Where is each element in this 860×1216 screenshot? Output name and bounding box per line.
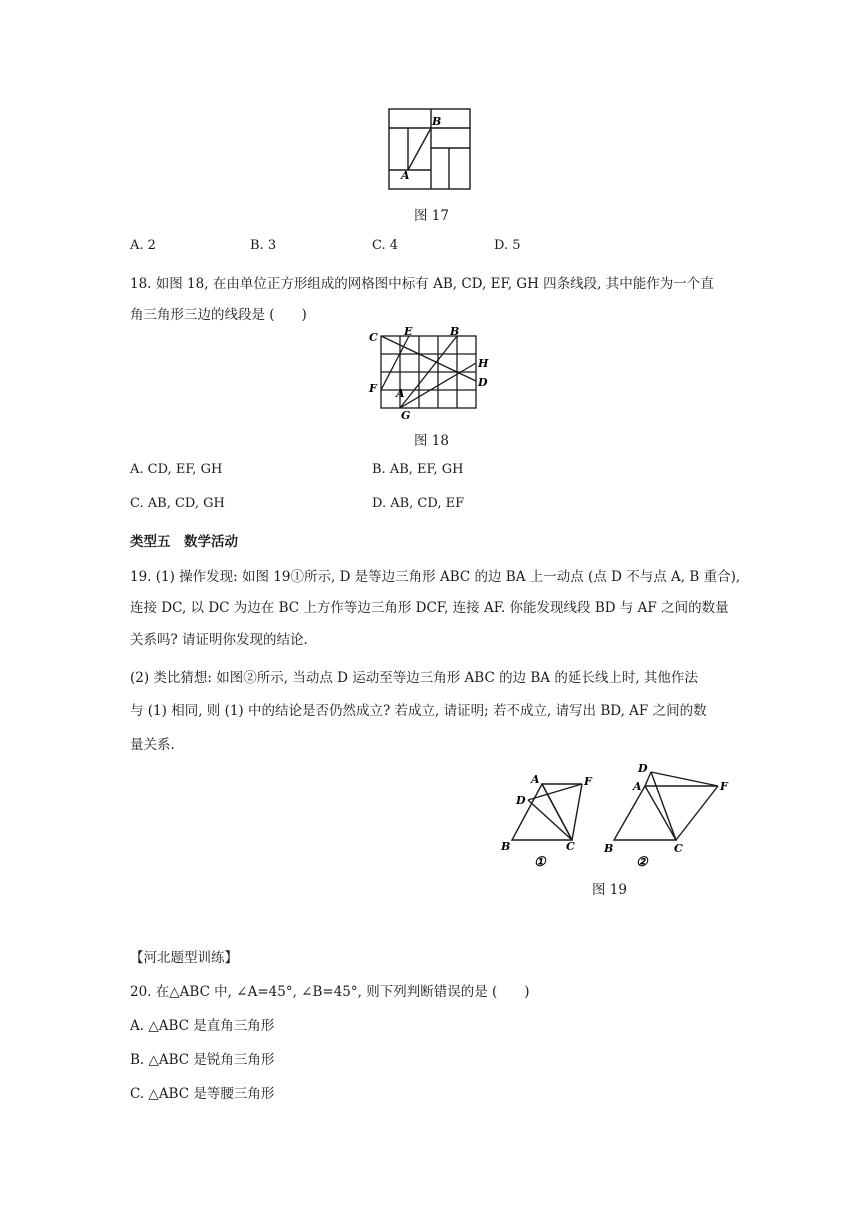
q18-stem-line2: 角三角形三边的线段是 ( ) [130,307,307,323]
fig19-1-label-b: B [501,840,511,853]
fig18-label-f: F [369,382,377,395]
figure-17 [386,106,476,192]
fig17-caption: 图 17 [414,208,449,224]
hebei-title: 【河北题型训练】 [130,950,238,966]
fig19-caption: 图 19 [592,882,627,898]
q18-option-c: C. AB, CD, GH [130,496,225,511]
q20-option-b: B. △ABC 是锐角三角形 [130,1052,275,1068]
fig19-2-label-c: C [674,842,683,855]
figure-18 [366,326,496,422]
fig18-label-b: B [450,326,460,338]
fig19-2-label-b: B [604,842,614,855]
q18-option-d: D. AB, CD, EF [372,496,465,511]
q19-line6: 量关系. [130,737,175,753]
q20-option-c: C. △ABC 是等腰三角形 [130,1086,275,1102]
q17-option-c: C. 4 [372,238,399,253]
q20-option-a: A. △ABC 是直角三角形 [130,1018,275,1034]
q19-line4: (2) 类比猜想: 如图②所示, 当动点 D 运动至等边三角形 ABC 的边 BA 的延长线上时, 其他作法 [130,670,698,686]
fig19-2-label-a: A [633,780,642,793]
q18-stem-line1: 18. 如图 18, 在由单位正方形组成的网格图中标有 AB, CD, EF, GH 四条线段, 其中能作为一个直 [130,276,714,292]
q19-line5: 与 (1) 相同, 则 (1) 中的结论是否仍然成立? 若成立, 请证明; 若不成立, 请写出 BD, AF 之间的数 [130,703,707,719]
figure-19-2 [596,758,736,870]
q17-option-d: D. 5 [494,238,521,253]
q17-option-a: A. 2 [130,238,156,253]
fig19-2-label-f: F [720,780,728,793]
fig17-label-b: B [432,115,442,128]
fig19-2-label-d: D [638,762,648,775]
fig18-label-a: A [396,387,405,400]
q19-line2: 连接 DC, 以 DC 为边在 BC 上方作等边三角形 DCF, 连接 AF. 你能发现线段 BD 与 AF 之间的数量 [130,600,729,616]
fig19-2-sub: ② [636,855,648,870]
fig18-label-h: H [478,357,489,370]
fig18-label-d: D [478,376,488,389]
fig17-label-a: A [401,169,410,182]
fig19-1-label-a: A [531,773,540,786]
fig18-caption: 图 18 [414,433,449,449]
fig19-1-label-d: D [516,794,526,807]
fig18-label-c: C [369,331,378,344]
fig19-1-label-f: F [584,775,592,788]
fig18-label-e: E [404,326,413,338]
q20-stem: 20. 在△ABC 中, ∠A=45°, ∠B=45°, 则下列判断错误的是 ( ) [130,984,530,1000]
figure-19-1 [496,770,596,870]
section5-title: 类型五 数学活动 [130,534,238,550]
q19-line3: 关系吗? 请证明你发现的结论. [130,632,308,648]
fig18-label-g: G [401,409,411,422]
q18-option-a: A. CD, EF, GH [130,462,223,477]
q18-option-b: B. AB, EF, GH [372,462,464,477]
q17-option-b: B. 3 [250,238,277,253]
q19-line1: 19. (1) 操作发现: 如图 19①所示, D 是等边三角形 ABC 的边 BA 上一动点 (点 D 不与点 A, B 重合), [130,569,741,585]
fig19-1-label-c: C [566,840,575,853]
fig19-1-sub: ① [534,855,546,870]
